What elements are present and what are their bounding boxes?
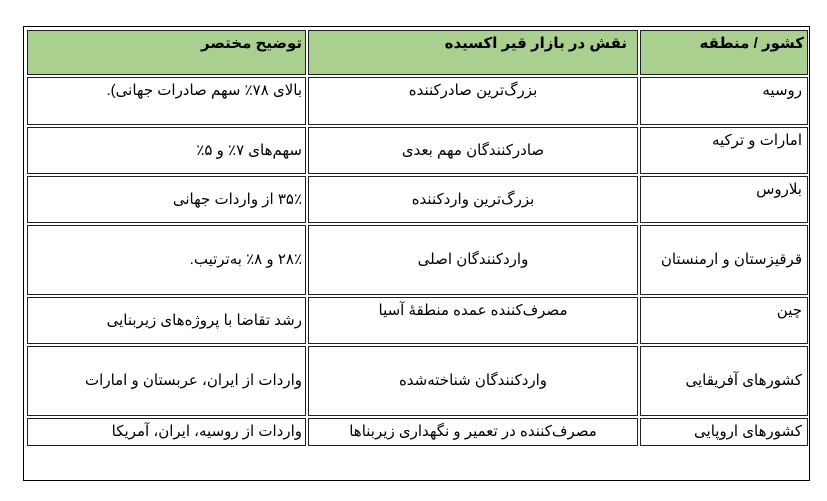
table-row bbox=[27, 176, 808, 223]
cell-region: کشورهای آفریقایی bbox=[640, 346, 808, 416]
cell-description: ۳۵٪ از واردات جهانی bbox=[27, 176, 306, 223]
table-row bbox=[27, 297, 808, 344]
cell-region: قرقیزستان و ارمنستان bbox=[640, 225, 808, 295]
cell-role: بزرگ‌ترین صادرکننده bbox=[308, 77, 638, 125]
cell-region: چین bbox=[640, 297, 808, 344]
cell-role: بزرگ‌ترین واردکننده bbox=[308, 176, 638, 223]
cell-region: کشورهای اروپایی bbox=[640, 418, 808, 446]
cell-region: بلاروس bbox=[640, 176, 808, 223]
cell-role: صادرکنندگان مهم بعدی bbox=[308, 127, 638, 174]
cell-region: روسیه bbox=[640, 77, 808, 125]
cell-description: واردات از ایران، عربستان و امارات bbox=[27, 346, 306, 416]
table-row bbox=[27, 225, 808, 295]
cell-description: رشد تقاضا با پروژه‌های زیربنایی bbox=[27, 297, 306, 344]
cell-description: بالای ۷۸٪ سهم صادرات جهانی). bbox=[27, 77, 306, 125]
table-row bbox=[27, 127, 808, 174]
table-row bbox=[27, 418, 808, 446]
table-row bbox=[27, 77, 808, 125]
table-header-row bbox=[27, 30, 808, 75]
header-region: کشور / منطقه bbox=[640, 30, 808, 75]
header-role: نقش در بازار قیر اکسیده bbox=[308, 30, 638, 75]
cell-description: واردات از روسیه، ایران، آمریکا bbox=[27, 418, 306, 446]
cell-role: واردکنندگان اصلی bbox=[308, 225, 638, 295]
oxidized-bitumen-market-table bbox=[25, 28, 810, 448]
cell-description: سهم‌های ۷٪ و ۵٪ bbox=[27, 127, 306, 174]
cell-role: مصرف‌کننده در تعمیر و نگهداری زیربناها bbox=[308, 418, 638, 446]
cell-description: ۲۸٪ و ۸٪ به‌ترتیب. bbox=[27, 225, 306, 295]
table-row bbox=[27, 346, 808, 416]
cell-role: مصرف‌کننده عمده منطقهٔ آسیا bbox=[308, 297, 638, 344]
cell-region: امارات و ترکیه bbox=[640, 127, 808, 174]
cell-role: واردکنندگان شناخته‌شده bbox=[308, 346, 638, 416]
header-description: توضیح مختصر bbox=[27, 30, 306, 75]
